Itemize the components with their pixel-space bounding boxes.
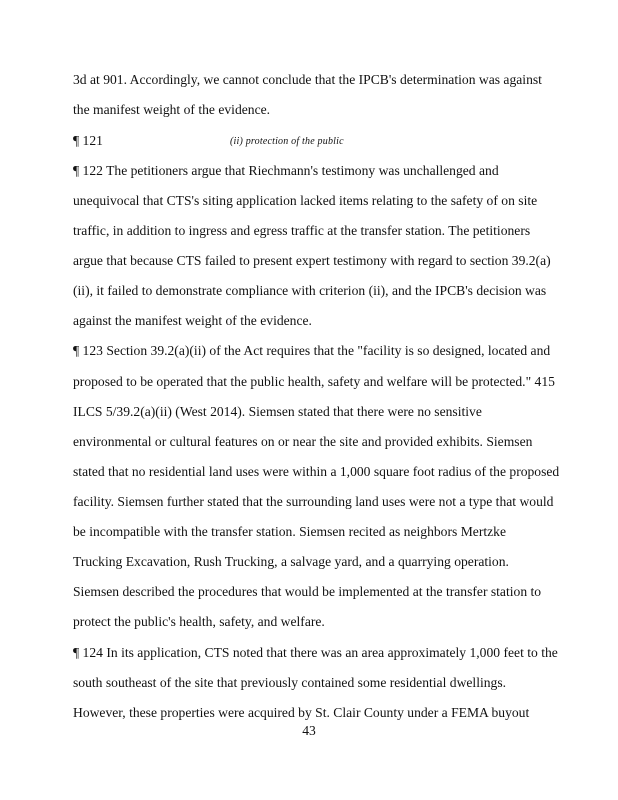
text-line: south southeast of the site that previously contained some residential dwellings.	[73, 675, 507, 690]
text-line: 3d at 901. Accordingly, we cannot conclude that the IPCB's determination was against	[73, 72, 542, 87]
section-heading	[73, 133, 605, 149]
text-line: be incompatible with the transfer station. Siemsen recited as neighbors Mertzke	[73, 524, 506, 539]
text-line: traffic, in addition to ingress and egress traffic at the transfer station. The petitioners	[73, 223, 531, 238]
text-line: Trucking Excavation, Rush Trucking, a salvage yard, and a quarrying operation.	[73, 554, 509, 569]
text-line: ¶ 124 In its application, CTS noted that there was an area approximately 1,000 feet to the	[73, 645, 558, 660]
page-number: 43	[302, 723, 316, 738]
text-line: argue that because CTS failed to present expert testimony with regard to section 39.2(a)	[73, 253, 551, 268]
text-line: stated that no residential land uses were within a 1,000 square foot radius of the proposed	[73, 464, 560, 479]
text-line: ILCS 5/39.2(a)(ii) (West 2014). Siemsen stated that there were no sensitive	[73, 404, 482, 419]
text-line: against the manifest weight of the evidence.	[73, 313, 312, 328]
text-line: ¶ 123 Section 39.2(a)(ii) of the Act requires that the "facility is so designed, located and	[73, 343, 551, 358]
text-line: (ii), it failed to demonstrate compliance with criterion (ii), and the IPCB's decision was	[73, 283, 547, 298]
paragraph-number: ¶ 121	[73, 133, 103, 148]
text-line: unequivocal that CTS's siting application lacked items relating to the safety of on site	[73, 193, 538, 208]
text-line: Siemsen described the procedures that would be implemented at the transfer station to	[73, 584, 542, 599]
text-line: environmental or cultural features on or near the site and provided exhibits. Siemsen	[73, 434, 533, 449]
text-line: the manifest weight of the evidence.	[73, 102, 271, 117]
subheading: (ii) protection of the public	[230, 136, 344, 147]
text-line: ¶ 122 The petitioners argue that Riechmann's testimony was unchallenged and	[73, 163, 499, 178]
text-line: However, these properties were acquired by St. Clair County under a FEMA buyout	[73, 705, 530, 720]
text-line: proposed to be operated that the public health, safety and welfare will be protected." 415	[73, 374, 555, 389]
text-line: protect the public's health, safety, and welfare.	[73, 614, 325, 629]
text-line: facility. Siemsen further stated that the surrounding land uses were not a type that would	[73, 494, 554, 509]
